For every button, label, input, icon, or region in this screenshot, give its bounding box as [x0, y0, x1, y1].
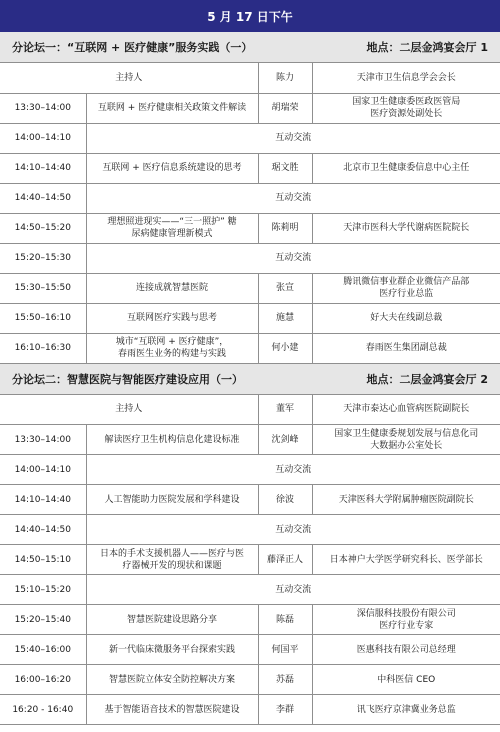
- session-row: [0, 545, 500, 575]
- forum-header: [0, 364, 500, 395]
- session-time: 15:10–15:20: [0, 575, 86, 605]
- speaker-org: 国家卫生健康委医政医管局 医疗资源处副处长: [312, 93, 500, 123]
- session-topic: 新一代临床微服务平台探索实践: [86, 635, 258, 665]
- interaction-label: 互动交流: [86, 123, 500, 153]
- session-row: [0, 635, 500, 665]
- session-row: [0, 605, 500, 635]
- session-topic: 城市“互联网 + 医疗健康”， 春雨医生业务的构建与实践: [86, 333, 258, 363]
- session-topic: 基于智能语音技术的智慧医院建设: [86, 695, 258, 725]
- session-time: 14:00–14:10: [0, 123, 86, 153]
- interaction-label: 互动交流: [86, 575, 500, 605]
- session-row: [0, 273, 500, 303]
- speaker-org: 深信服科技股份有限公司 医疗行业专家: [312, 605, 500, 635]
- session-topic: 互联网医疗实践与思考: [86, 303, 258, 333]
- speaker-org: 中科医信 CEO: [312, 665, 500, 695]
- interaction-row: [0, 455, 500, 485]
- interaction-row: [0, 183, 500, 213]
- session-topic: 智慧医院立体安全防控解决方案: [86, 665, 258, 695]
- interaction-label: 互动交流: [86, 183, 500, 213]
- interaction-row: [0, 515, 500, 545]
- session-time: 13:30–14:00: [0, 425, 86, 455]
- session-time: 16:10–16:30: [0, 333, 86, 363]
- forum-title: 分论坛二：智慧医院与智能医疗建设应用（一）: [12, 372, 243, 386]
- forum-header: [0, 32, 500, 63]
- session-row: [0, 93, 500, 123]
- session-time: 14:10–14:40: [0, 153, 86, 183]
- speaker-name: 胡瑞荣: [258, 93, 312, 123]
- session-time: 14:50–15:20: [0, 213, 86, 243]
- session-topic: 互联网 + 医疗健康相关政策文件解读: [86, 93, 258, 123]
- speaker-name: 张宣: [258, 273, 312, 303]
- session-topic: 理想照进现实——“三一照护” 糖 尿病健康管理新模式: [86, 213, 258, 243]
- speaker-name: 施慧: [258, 303, 312, 333]
- speaker-name: 苏磊: [258, 665, 312, 695]
- speaker-name: 陈莉明: [258, 213, 312, 243]
- session-time: 14:40–14:50: [0, 183, 86, 213]
- interaction-row: [0, 243, 500, 273]
- session-row: [0, 695, 500, 725]
- date-header: 5 月 17 日下午: [0, 0, 500, 32]
- speaker-name: 徐波: [258, 485, 312, 515]
- session-time: 14:10–14:40: [0, 485, 86, 515]
- session-time: 14:00–14:10: [0, 455, 86, 485]
- speaker-name: 陈磊: [258, 605, 312, 635]
- session-topic: 连接成就智慧医院: [86, 273, 258, 303]
- session-time: 15:30–15:50: [0, 273, 86, 303]
- session-row: [0, 425, 500, 455]
- speaker-name: 李群: [258, 695, 312, 725]
- session-row: [0, 153, 500, 183]
- session-time: 14:50–15:10: [0, 545, 86, 575]
- host-org: 天津市卫生信息学会会长: [312, 63, 500, 93]
- session-row: [0, 665, 500, 695]
- forum-location: 地点：二层金鸿宴会厅 2: [366, 372, 488, 386]
- session-topic: 互联网 + 医疗信息系统建设的思考: [86, 153, 258, 183]
- session-time: 15:20–15:30: [0, 243, 86, 273]
- speaker-org: 春雨医生集团副总裁: [312, 333, 500, 363]
- schedule-table: [0, 63, 500, 364]
- speaker-name: 何小建: [258, 333, 312, 363]
- host-label: 主持人: [0, 395, 258, 425]
- host-name: 陈力: [258, 63, 312, 93]
- interaction-row: [0, 575, 500, 605]
- host-name: 董军: [258, 395, 312, 425]
- session-topic: 解读医疗卫生机构信息化建设标准: [86, 425, 258, 455]
- session-row: [0, 213, 500, 243]
- session-row: [0, 303, 500, 333]
- session-time: 13:30–14:00: [0, 93, 86, 123]
- interaction-label: 互动交流: [86, 243, 500, 273]
- speaker-org: 讯飞医疗京津冀业务总监: [312, 695, 500, 725]
- session-time: 16:00–16:20: [0, 665, 86, 695]
- speaker-org: 腾讯微信事业群企业微信产品部 医疗行业总监: [312, 273, 500, 303]
- session-time: 15:40–16:00: [0, 635, 86, 665]
- session-time: 15:20–15:40: [0, 605, 86, 635]
- speaker-org: 天津医科大学附属肿瘤医院副院长: [312, 485, 500, 515]
- host-row: [0, 395, 500, 425]
- forum-location: 地点：二层金鸿宴会厅 1: [366, 41, 488, 54]
- session-row: [0, 333, 500, 363]
- session-topic: 智慧医院建设思路分享: [86, 605, 258, 635]
- interaction-row: [0, 123, 500, 153]
- speaker-name: 藤泽正人: [258, 545, 312, 575]
- session-row: [0, 485, 500, 515]
- speaker-org: 日本神户大学医学研究科长、医学部长: [312, 545, 500, 575]
- speaker-org: 医惠科技有限公司总经理: [312, 635, 500, 665]
- forums-container: [0, 32, 500, 725]
- interaction-label: 互动交流: [86, 455, 500, 485]
- session-topic: 日本的手术支援机器人——医疗与医 疗器械开发的现状和课题: [86, 545, 258, 575]
- host-row: [0, 63, 500, 93]
- forum-title: 分论坛一：“互联网 + 医疗健康”服务实践（一）: [12, 41, 253, 54]
- speaker-name: 琚文胜: [258, 153, 312, 183]
- schedule-table: [0, 395, 500, 726]
- speaker-name: 沈剑峰: [258, 425, 312, 455]
- speaker-org: 北京市卫生健康委信息中心主任: [312, 153, 500, 183]
- session-time: 15:50–16:10: [0, 303, 86, 333]
- speaker-org: 天津市医科大学代谢病医院院长: [312, 213, 500, 243]
- speaker-org: 好大夫在线副总裁: [312, 303, 500, 333]
- session-topic: 人工智能助力医院发展和学科建设: [86, 485, 258, 515]
- host-label: 主持人: [0, 63, 258, 93]
- speaker-org: 国家卫生健康委规划发展与信息化司 大数据办公室处长: [312, 425, 500, 455]
- session-time: 14:40–14:50: [0, 515, 86, 545]
- speaker-name: 何国平: [258, 635, 312, 665]
- host-org: 天津市泰达心血管病医院副院长: [312, 395, 500, 425]
- session-time: 16:20 - 16:40: [0, 695, 86, 725]
- interaction-label: 互动交流: [86, 515, 500, 545]
